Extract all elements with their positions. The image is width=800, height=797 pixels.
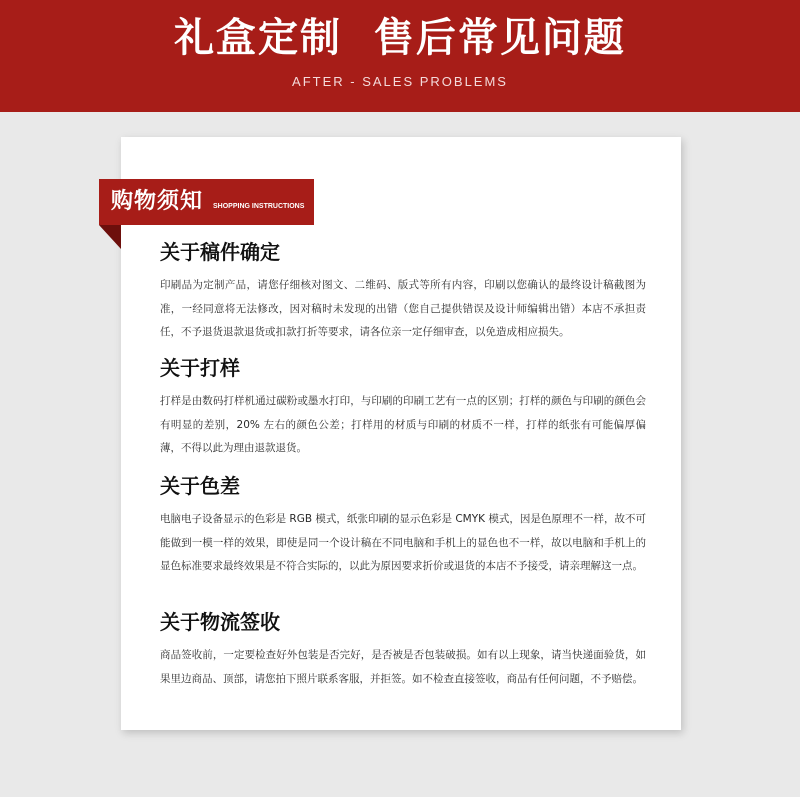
section-logistics — [160, 610, 646, 691]
header-banner — [0, 0, 800, 112]
section-title: 关于物流签收 — [160, 610, 280, 634]
ribbon-label: 购物须知 — [111, 189, 204, 214]
section-body: 印刷品为定制产品，请您仔细核对图文、二维码、版式等所有内容，印刷以您确认的最终设计稿截图为准，一经同意将无法修改，因对稿时未发现的出错（您自己提供错误及设计师编辑出错）本店不承担责任，不予退货退款退货或扣款打折等要求，请各位亲一定仔细审查，以免造成相应损失。 — [160, 279, 646, 338]
section-body: 电脑电子设备显示的色彩是 RGB 模式，纸张印刷的显示色彩是 CMYK 模式，因是色原理不一样，故不可能做到一模一样的效果，即使是同一个设计稿在不同电脑和手机上的显色也不一样，故以电脑和手机上的显色标准要求最终效果是不符合实际的，以此为原因要求折价或退货的本店不予接受，请亲理解这一点。 — [160, 513, 646, 572]
ribbon-tag — [99, 179, 314, 225]
ribbon-sublabel: SHOPPING INSTRUCTIONS — [213, 203, 305, 210]
section-title: 关于打样 — [160, 356, 240, 380]
section-color-difference — [160, 474, 646, 579]
ribbon-fold — [99, 225, 121, 249]
section-title: 关于色差 — [160, 474, 240, 498]
section-body: 打样是由数码打样机通过碳粉或墨水打印，与印刷的印刷工艺有一点的区别；打样的颜色与印刷的颜色会有明显的差别，20% 左右的颜色公差；打样用的材质与印刷的材质不一样，打样的纸张有可能偏厚偏薄，不得以此为理由退款退货。 — [160, 395, 646, 454]
section-title: 关于稿件确定 — [160, 240, 280, 264]
page-title: 礼盒定制 售后常见问题 — [174, 15, 626, 61]
section-proofing — [160, 356, 646, 461]
section-manuscript — [160, 240, 646, 345]
page-subtitle: AFTER - SALES PROBLEMS — [292, 74, 508, 89]
section-body: 商品签收前，一定要检查好外包装是否完好，是否被是否包装破损。如有以上现象，请当快递面验货，如果里边商品、顶部，请您拍下照片联系客服，并拒签。如不检查直接签收，商品有任何问题，不予赔偿。 — [160, 649, 646, 685]
